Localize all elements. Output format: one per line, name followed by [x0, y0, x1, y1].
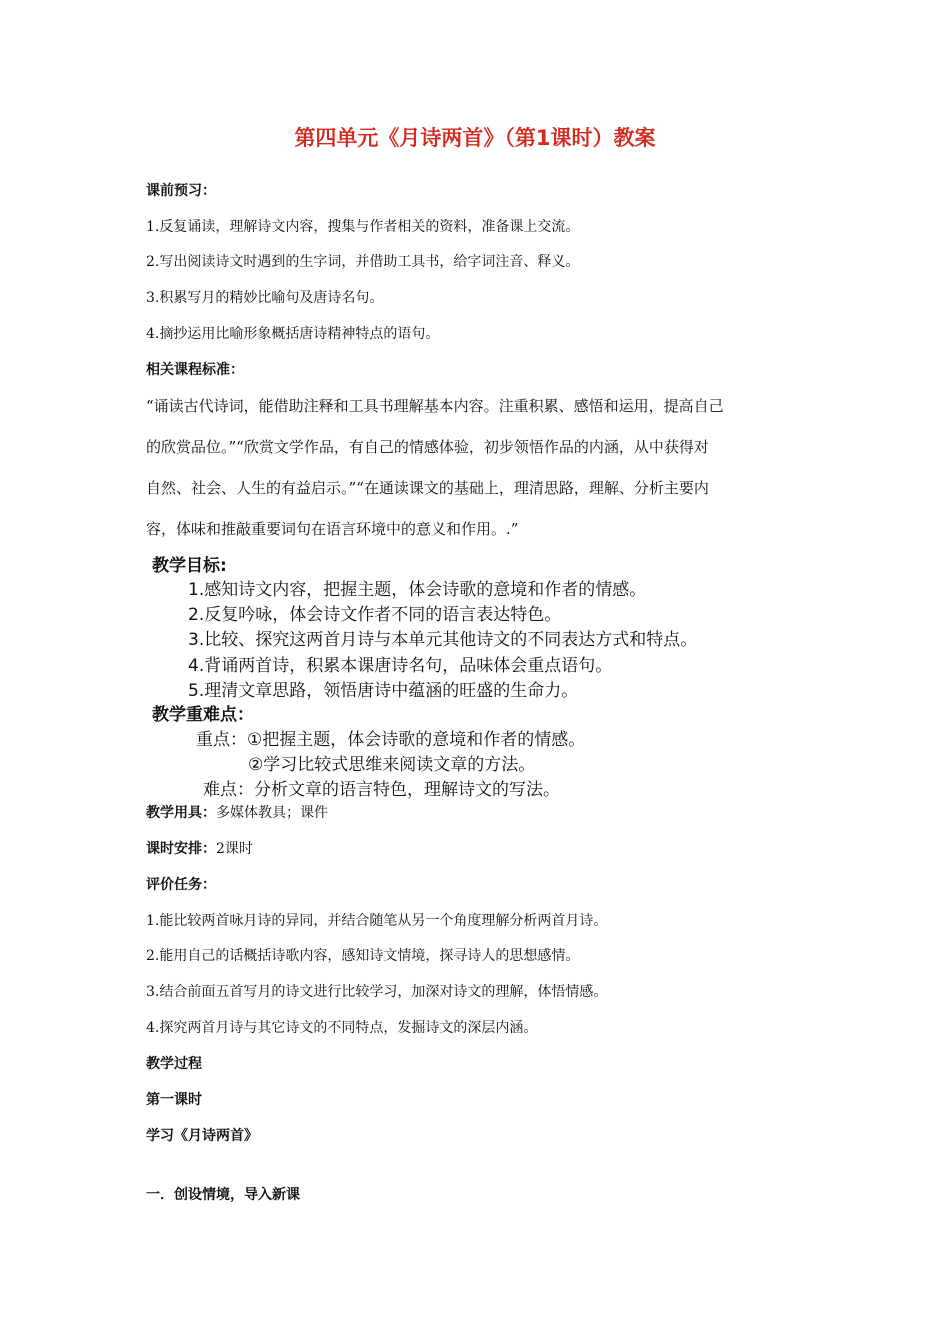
standards-line: 自然、社会、人生的有益启示。”“在通读课文的基础上，理清思路，理解、分析主要内 — [146, 479, 709, 497]
evaluation-item: 1.能比较两首咏月诗的异同，并结合随笔从另一个角度理解分析两首月诗。 — [146, 913, 608, 929]
standards-line: 容，体味和推敲重要词句在语言环境中的意义和作用。.” — [146, 520, 519, 538]
evaluation-item: 2.能用自己的话概括诗歌内容，感知诗文情境，探寻诗人的思想感情。 — [146, 948, 580, 964]
tools-value: 多媒体教具；课件 — [216, 805, 328, 821]
preview-item: 3.积累写月的精妙比喻句及唐诗名句。 — [146, 290, 384, 306]
evaluation-item: 3.结合前面五首写月的诗文进行比较学习，加深对诗文的理解，体悟情感。 — [146, 984, 608, 1000]
objective-item: 3.比较、探究这两首月诗与本单元其他诗文的不同表达方式和特点。 — [188, 630, 698, 650]
evaluation-heading: 评价任务： — [146, 877, 216, 893]
teaching-tools — [146, 802, 328, 822]
preview-heading: 课前预习： — [146, 183, 216, 199]
focus-point-1: 重点：①把握主题，体会诗歌的意境和作者的情感。 — [196, 730, 586, 750]
focus-point-2: ②学习比较式思维来阅读文章的方法。 — [248, 755, 536, 775]
objective-item: 1.感知诗文内容，把握主题，体会诗歌的意境和作者的情感。 — [188, 580, 647, 600]
preview-item: 1.反复诵读，理解诗文内容，搜集与作者相关的资料，准备课上交流。 — [146, 219, 580, 235]
standards-line: “诵读古代诗词，能借助注释和工具书理解基本内容。注重积累、感悟和运用，提高自己 — [146, 397, 724, 415]
objective-item: 4.背诵两首诗，积累本课唐诗名句，品味体会重点语句。 — [188, 656, 613, 676]
preview-item: 4.摘抄运用比喻形象概括唐诗精神特点的语句。 — [146, 326, 440, 342]
objectives-heading: 教学目标: — [152, 556, 227, 576]
objective-item: 5.理清文章思路，领悟唐诗中蕴涵的旺盛的生命力。 — [188, 681, 579, 701]
process-heading: 教学过程 — [146, 1056, 202, 1072]
preview-item: 2.写出阅读诗文时遇到的生字词，并借助工具书，给字词注音、释义。 — [146, 254, 580, 270]
tools-label: 教学用具： — [146, 805, 216, 821]
lesson-heading: 第一课时 — [146, 1092, 202, 1108]
evaluation-item: 4.探究两首月诗与其它诗文的不同特点，发掘诗文的深层内涵。 — [146, 1020, 538, 1036]
standards-line: 的欣赏品位。”“欣赏文学作品，有自己的情感体验，初步领悟作品的内涵，从中获得对 — [146, 438, 709, 456]
study-heading: 学习《月诗两首》 — [146, 1128, 258, 1144]
difficulty-point: 难点：分析文章的语言特色，理解诗文的写法。 — [203, 780, 560, 800]
step-heading: 一．创设情境，导入新课 — [146, 1187, 300, 1203]
schedule-value: 2课时 — [216, 841, 253, 857]
key-points-heading: 教学重难点： — [152, 705, 254, 725]
page-title: 第四单元《月诗两首》（第1课时）教案 — [294, 126, 656, 150]
schedule-label: 课时安排： — [146, 841, 216, 857]
objective-item: 2.反复吟咏，体会诗文作者不同的语言表达特色。 — [188, 605, 562, 625]
lesson-schedule — [146, 838, 253, 858]
standards-heading: 相关课程标准： — [146, 362, 244, 378]
